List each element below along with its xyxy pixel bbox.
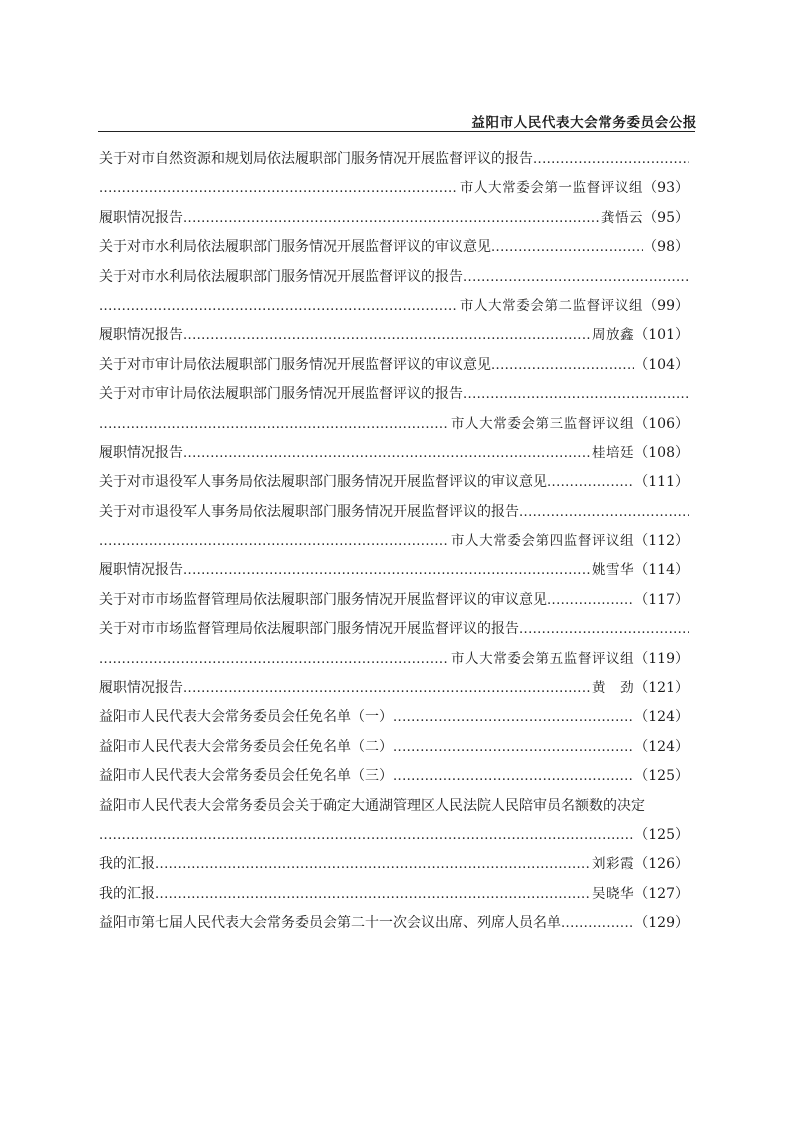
toc-entry[interactable] <box>99 468 689 497</box>
toc-entry[interactable] <box>99 880 689 909</box>
toc-entry-title: 关于对市审计局依法履职部门服务情况开展监督评议的报告 <box>99 386 463 403</box>
toc-entry-page: （98） <box>643 239 689 256</box>
toc-entry-title: 我的汇报 <box>99 885 155 902</box>
toc-entry-author: 刘彩霞 <box>591 856 635 873</box>
toc-entry-title: 关于对市水利局依法履职部门服务情况开展监督评议的审议意见 <box>99 239 491 256</box>
toc-entry[interactable] <box>99 850 689 879</box>
toc-entry-author: 桂培廷 <box>591 444 635 461</box>
toc-entry-title: 履职情况报告 <box>99 562 183 579</box>
toc-entry[interactable] <box>99 586 689 615</box>
toc-entry[interactable] <box>99 204 689 233</box>
toc-entry-title: 关于对市退役军人事务局依法履职部门服务情况开展监督评议的报告 <box>99 503 519 520</box>
toc-entry-title: 益阳市第七届人民代表大会常务委员会第二十一次会议出席、列席人员名单 <box>99 915 561 932</box>
toc-entry-page: （114） <box>634 562 689 579</box>
dot-leader <box>99 292 458 321</box>
toc-entry-page: （101） <box>634 327 689 344</box>
toc-entry-title: 关于对市市场监督管理局依法履职部门服务情况开展监督评议的审议意见 <box>99 591 547 608</box>
toc-entry-page: （104） <box>634 356 689 373</box>
dot-leader <box>393 703 634 732</box>
toc-entry-title: 我的汇报 <box>99 856 155 873</box>
dot-leader <box>491 233 643 262</box>
toc-entry[interactable] <box>99 821 689 850</box>
dot-leader <box>547 468 634 497</box>
toc-entry-title: 履职情况报告 <box>99 209 183 226</box>
dot-leader <box>561 909 634 938</box>
toc-entry-author: 市人大常委会第五监督评议组 <box>450 650 635 667</box>
toc-entry-author: 龚悟云 <box>600 209 644 226</box>
toc-entry-author: 市人大常委会第一监督评议组 <box>459 180 644 197</box>
toc-entry-title: 关于对市审计局依法履职部门服务情况开展监督评议的审议意见 <box>99 356 491 373</box>
toc-entry[interactable] <box>99 645 689 674</box>
bulletin-header-title: 益阳市人民代表大会常务委员会公报 <box>471 115 697 131</box>
toc-entry-page: （111） <box>634 474 689 491</box>
toc-entry[interactable] <box>99 292 689 321</box>
toc-entry-title: 关于对市水利局依法履职部门服务情况开展监督评议的报告 <box>99 268 463 285</box>
toc-entry[interactable] <box>99 145 689 174</box>
toc-entry-title: 关于对市自然资源和规划局依法履职部门服务情况开展监督评议的报告 <box>99 151 533 167</box>
dot-leader <box>99 821 634 850</box>
dot-leader <box>183 556 590 585</box>
toc-entry[interactable] <box>99 556 689 585</box>
toc-entry-author: 姚雪华 <box>591 562 635 579</box>
toc-entry-author: 市人大常委会第四监督评议组 <box>450 533 635 550</box>
toc-entry[interactable] <box>99 703 689 732</box>
dot-leader <box>99 527 449 556</box>
header-divider <box>98 131 695 132</box>
dot-leader <box>519 615 689 644</box>
dot-leader <box>99 174 458 203</box>
dot-leader <box>155 850 590 879</box>
dot-leader <box>183 204 599 233</box>
dot-leader <box>183 439 590 468</box>
toc-entry-page: （117） <box>634 591 689 608</box>
toc-entry-title: 关于对市市场监督管理局依法履职部门服务情况开展监督评议的报告 <box>99 621 519 638</box>
table-of-contents <box>99 145 689 939</box>
toc-entry-page: （127） <box>634 885 689 902</box>
toc-entry[interactable] <box>99 527 689 556</box>
toc-entry[interactable] <box>99 733 689 762</box>
dot-leader <box>99 410 449 439</box>
toc-entry-page: （124） <box>634 709 689 726</box>
dot-leader <box>393 762 634 791</box>
toc-entry[interactable] <box>99 439 689 468</box>
toc-entry-title: 关于对市退役军人事务局依法履职部门服务情况开展监督评议的审议意见 <box>99 474 547 491</box>
toc-entry-page: （95） <box>643 209 689 226</box>
toc-entry-title: 履职情况报告 <box>99 680 183 697</box>
dot-leader <box>183 674 590 703</box>
toc-entry-page: （112） <box>634 533 689 550</box>
toc-entry-title: 益阳市人民代表大会常务委员会任免名单（三） <box>99 768 393 785</box>
dot-leader <box>393 733 634 762</box>
toc-entry-title: 益阳市人民代表大会常务委员会任免名单（一） <box>99 709 393 726</box>
toc-entry-author: 吴晓华 <box>591 885 635 902</box>
toc-entry-page: （119） <box>634 650 689 667</box>
dot-leader <box>533 145 689 174</box>
toc-entry-page: （108） <box>634 444 689 461</box>
toc-entry[interactable] <box>99 351 689 380</box>
toc-entry-author: 周放鑫 <box>591 327 635 344</box>
dot-leader <box>155 880 590 909</box>
toc-entry-page: （93） <box>643 180 689 197</box>
toc-entry-page: （106） <box>634 415 689 432</box>
toc-entry[interactable] <box>99 909 689 938</box>
dot-leader <box>519 498 689 527</box>
toc-entry[interactable] <box>99 792 689 821</box>
toc-entry-page: （129） <box>634 915 689 932</box>
toc-entry-page: （125） <box>634 826 689 843</box>
toc-entry[interactable] <box>99 263 689 292</box>
toc-entry-author: 黄 劲 <box>591 680 635 697</box>
dot-leader <box>183 321 590 350</box>
toc-entry-page: （126） <box>634 856 689 873</box>
toc-entry[interactable] <box>99 321 689 350</box>
dot-leader <box>547 586 634 615</box>
toc-entry-page: （99） <box>643 297 689 314</box>
toc-entry-title: 益阳市人民代表大会常务委员会任免名单（二） <box>99 738 393 755</box>
toc-entry-page: （121） <box>634 680 689 697</box>
toc-entry-author: 市人大常委会第二监督评议组 <box>459 297 644 314</box>
toc-entry[interactable] <box>99 174 689 203</box>
toc-entry[interactable] <box>99 380 689 409</box>
toc-entry[interactable] <box>99 233 689 262</box>
toc-entry-author: 市人大常委会第三监督评议组 <box>450 415 635 432</box>
toc-entry-page: （124） <box>634 738 689 755</box>
dot-leader <box>463 380 689 409</box>
dot-leader <box>99 645 449 674</box>
dot-leader <box>491 351 634 380</box>
toc-entry[interactable] <box>99 674 689 703</box>
toc-entry-title: 履职情况报告 <box>99 444 183 461</box>
dot-leader <box>463 263 689 292</box>
toc-entry-page: （125） <box>634 768 689 785</box>
toc-entry[interactable] <box>99 498 689 527</box>
toc-entry[interactable] <box>99 615 689 644</box>
toc-entry[interactable] <box>99 762 689 791</box>
toc-entry[interactable] <box>99 410 689 439</box>
toc-entry-title: 益阳市人民代表大会常务委员会关于确定大通湖管理区人民法院人民陪审员名额数的决定 <box>99 797 645 814</box>
toc-entry-title: 履职情况报告 <box>99 327 183 344</box>
